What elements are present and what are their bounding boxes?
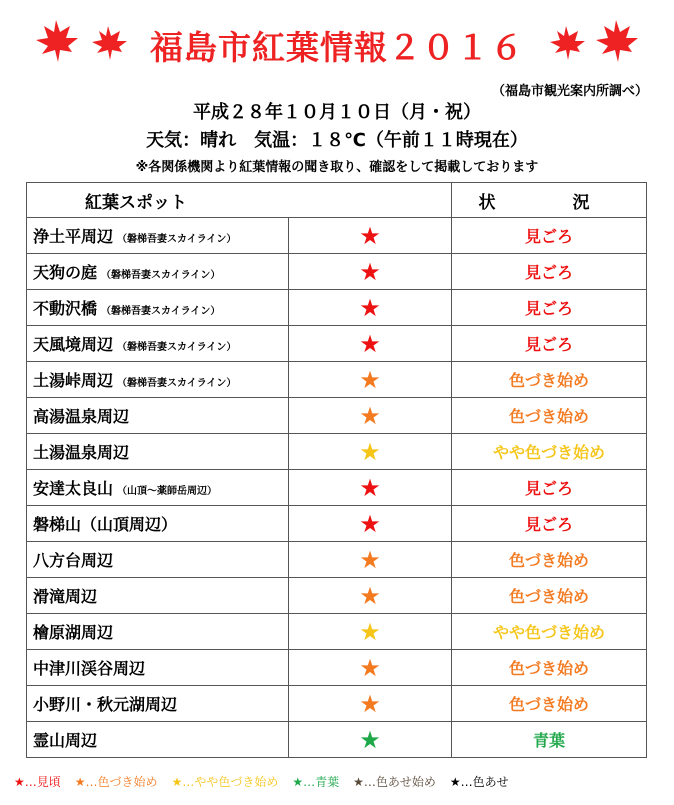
table-row: [27, 686, 647, 722]
spot-name: 土湯峠周辺: [33, 371, 114, 390]
spot-name-cell: [27, 362, 289, 398]
foliage-table: [26, 182, 647, 758]
table-row: [27, 542, 647, 578]
spot-sub-label: （磐梯吾妻スカイライン）: [117, 342, 237, 353]
status-label: 見ごろ: [452, 218, 647, 254]
spot-name: 浄土平周辺: [33, 227, 114, 246]
legend-item: [353, 775, 436, 789]
spot-name-cell: [27, 722, 289, 758]
legend-label: …色あせ始め: [363, 775, 436, 789]
maple-leaf-icon: [536, 16, 646, 66]
spot-name-cell: [27, 470, 289, 506]
table-row: [27, 326, 647, 362]
spot-name-cell: [27, 650, 289, 686]
table-row: [27, 506, 647, 542]
spot-name: 磐梯山（山頂周辺）: [33, 515, 178, 534]
star-icon: ★: [289, 398, 452, 434]
star-icon: ★: [289, 218, 452, 254]
star-icon: ★: [289, 434, 452, 470]
spot-name-cell: [27, 686, 289, 722]
star-icon: ★: [289, 578, 452, 614]
spot-name-cell: [27, 542, 289, 578]
status-label: 見ごろ: [452, 506, 647, 542]
legend-label: …色あせ: [460, 775, 509, 789]
table-row: [27, 614, 647, 650]
spot-name: 高湯温泉周辺: [33, 407, 130, 426]
spot-name: 安達太良山: [33, 479, 114, 498]
table-body: [27, 218, 647, 758]
status-label: 色づき始め: [452, 398, 647, 434]
spot-name-cell: [27, 398, 289, 434]
star-icon: ★: [289, 542, 452, 578]
spot-name-cell: [27, 614, 289, 650]
status-label: 色づき始め: [452, 542, 647, 578]
table-row: [27, 290, 647, 326]
legend-label: …見頃: [24, 775, 61, 789]
star-icon: ★: [353, 775, 364, 789]
star-icon: ★: [289, 722, 452, 758]
star-icon: ★: [289, 326, 452, 362]
table-header-row: [27, 183, 647, 218]
legend-label: …青葉: [303, 775, 340, 789]
table-row: [27, 650, 647, 686]
spot-sub-label: （山頂～薬師岳周辺）: [117, 486, 218, 497]
status-label: 色づき始め: [452, 578, 647, 614]
spot-name-cell: [27, 506, 289, 542]
spot-sub-label: （磐梯吾妻スカイライン）: [117, 234, 237, 245]
spot-name-cell: [27, 578, 289, 614]
star-icon: ★: [449, 775, 461, 789]
spot-name: 土湯温泉周辺: [33, 443, 130, 462]
legend-item: [14, 775, 61, 789]
disclaimer-note: ※各関係機関より紅葉情報の聞き取り、確認をして掲載しております: [135, 160, 539, 175]
spot-name-cell: [27, 326, 289, 362]
star-icon: ★: [289, 686, 452, 722]
page-title: 福島市紅葉情報２０１６: [150, 28, 524, 67]
star-icon: ★: [289, 614, 452, 650]
status-label: 見ごろ: [452, 326, 647, 362]
spot-name: 霊山周辺: [33, 731, 98, 750]
spot-name-cell: [27, 218, 289, 254]
star-icon: ★: [171, 775, 183, 789]
table-row: [27, 398, 647, 434]
status-label: 青葉: [452, 722, 647, 758]
status-label: 色づき始め: [452, 362, 647, 398]
spot-name-cell: [27, 434, 289, 470]
status-label: やや色づき始め: [452, 614, 647, 650]
spot-name: 天風境周辺: [33, 335, 114, 354]
legend-label: …色づき始め: [85, 775, 158, 789]
spot-name: 八方台周辺: [33, 551, 114, 570]
spot-name: 不動沢橋: [33, 299, 98, 318]
table-row: [27, 470, 647, 506]
star-icon: ★: [14, 775, 25, 789]
spot-sub-label: （磐梯吾妻スカイライン）: [101, 306, 221, 317]
weather-info: 天気：晴れ 気温：１８℃（午前１１時現在）: [146, 130, 528, 151]
status-label: 色づき始め: [452, 650, 647, 686]
legend-item: [450, 775, 509, 789]
source-note: （福島市観光案内所調べ）: [491, 84, 648, 99]
spot-name: 檜原湖周辺: [33, 623, 114, 642]
table-row: [27, 434, 647, 470]
star-icon: ★: [289, 470, 452, 506]
header-spot: 紅葉スポット: [27, 183, 452, 218]
legend: [14, 773, 664, 790]
table-row: [27, 362, 647, 398]
star-icon: ★: [289, 290, 452, 326]
header-status: 状 況: [452, 183, 647, 218]
star-icon: ★: [292, 775, 304, 789]
spot-name-cell: [27, 254, 289, 290]
status-label: 色づき始め: [452, 686, 647, 722]
status-label: 見ごろ: [452, 290, 647, 326]
table-row: [27, 578, 647, 614]
legend-label: …やや色づき始め: [182, 775, 279, 789]
star-icon: ★: [289, 650, 452, 686]
spot-name: 小野川・秋元湖周辺: [33, 695, 178, 714]
star-icon: ★: [289, 254, 452, 290]
table-row: [27, 722, 647, 758]
table-row: [27, 218, 647, 254]
spot-name: 滑滝周辺: [33, 587, 98, 606]
legend-item: [292, 775, 339, 789]
status-label: 見ごろ: [452, 254, 647, 290]
report-date: 平成２８年１０月１０日（月・祝）: [193, 102, 481, 123]
status-label: やや色づき始め: [452, 434, 647, 470]
spot-name: 中津川渓谷周辺: [33, 659, 146, 678]
legend-item: [172, 775, 279, 789]
spot-name: 天狗の庭: [33, 263, 98, 282]
legend-item: [75, 775, 158, 789]
star-icon: ★: [289, 362, 452, 398]
title-row: [0, 16, 674, 66]
spot-sub-label: （磐梯吾妻スカイライン）: [117, 378, 237, 389]
table-row: [27, 254, 647, 290]
status-label: 見ごろ: [452, 470, 647, 506]
spot-sub-label: （磐梯吾妻スカイライン）: [101, 270, 221, 281]
spot-name-cell: [27, 290, 289, 326]
star-icon: ★: [289, 506, 452, 542]
star-icon: ★: [74, 775, 86, 789]
